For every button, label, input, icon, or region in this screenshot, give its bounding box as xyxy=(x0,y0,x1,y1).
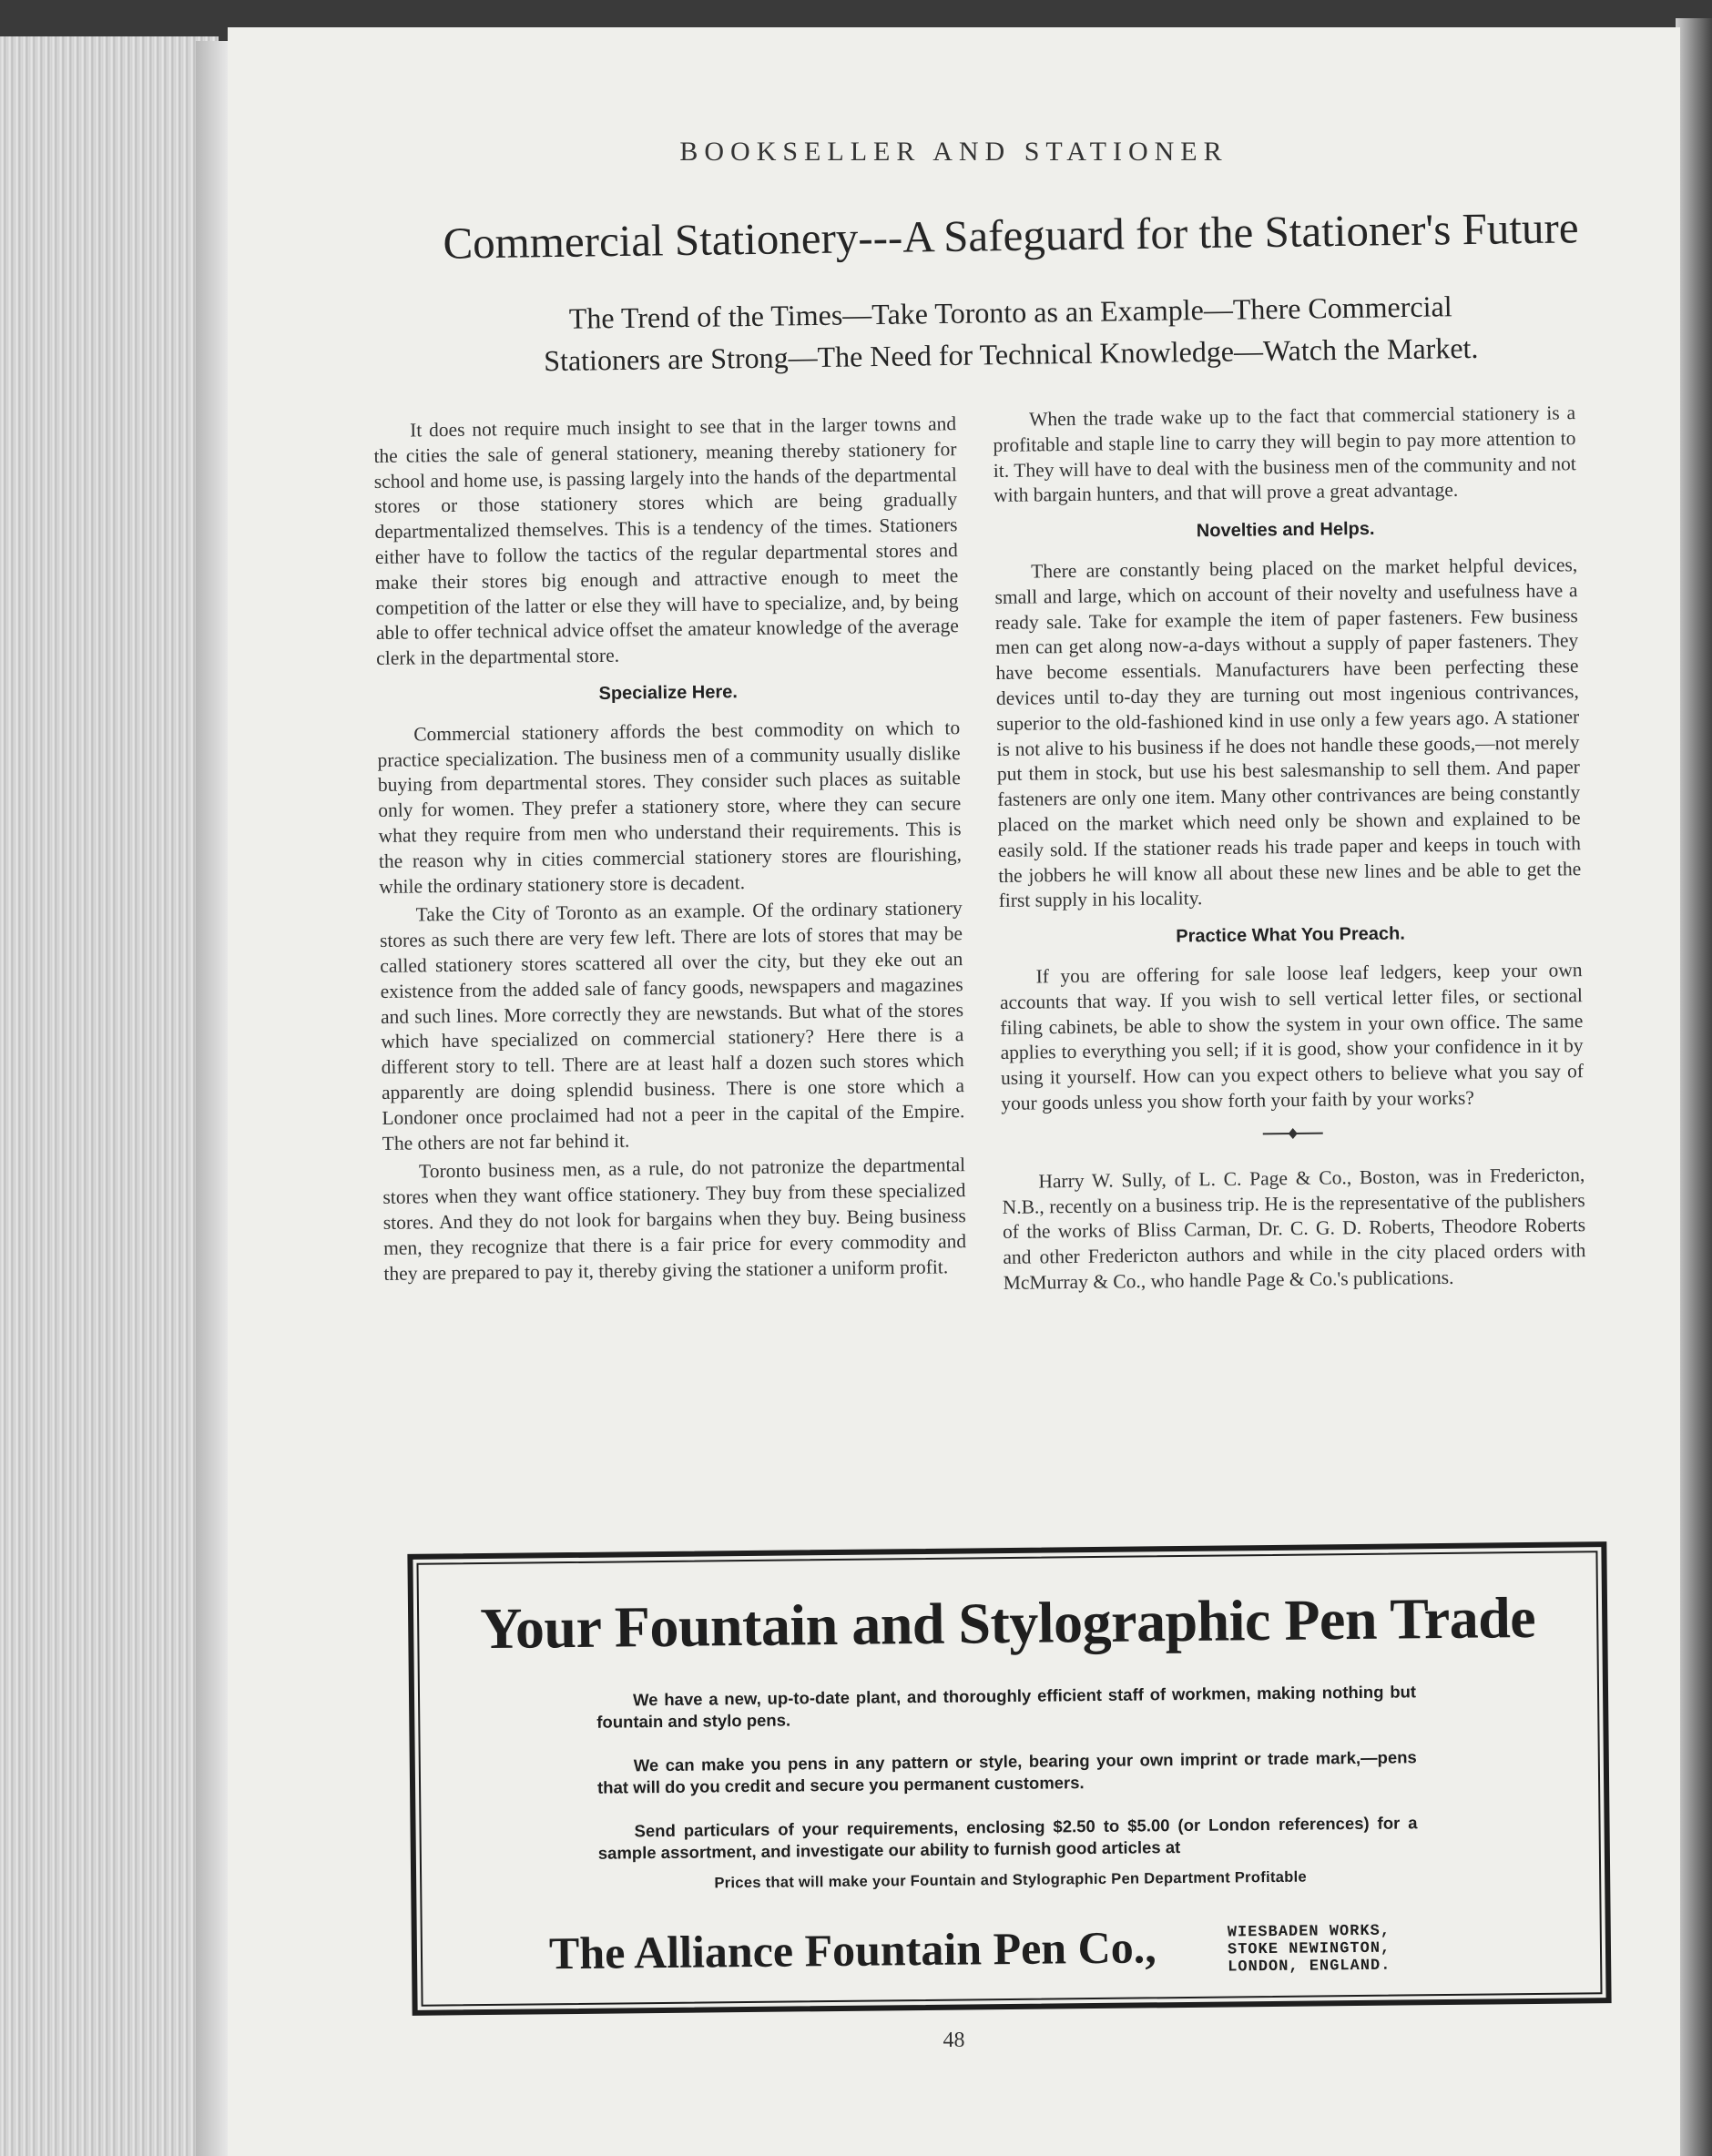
page-edge-right xyxy=(1676,18,1712,2156)
paragraph: If you are offering for sale loose leaf ledgers, keep your own accounts that way. If you wish to sell vertical letter files, or sectional filing cabinets, be able to show the system in your own office. The same applies to everything you sell; if it is good, show your confidence in it by using it yourself. How can you expect others to believe what you say of your goods unless you show forth your faith by your works? xyxy=(999,959,1585,1114)
ornament-divider-icon xyxy=(1002,1121,1585,1150)
book-gutter xyxy=(196,41,232,2156)
ad-address xyxy=(1228,1923,1391,1977)
page-number: 48 xyxy=(943,2029,965,2052)
ad-paragraph: We can make you pens in any pattern or style, bearing your own imprint or trade mark,—pens that will do you credit and secure you permanent customers. xyxy=(596,1747,1417,1797)
left-column xyxy=(373,412,967,1290)
page xyxy=(228,27,1680,2156)
paragraph: Toronto business men, as a rule, do not patronize the departmental stores when they want office stationery. They buy from these specialized stores. And they do not look for bargains when they buy. Being business men, they recognize that there is a fair price for every commodity and they are prepared to pay it, thereby giving the stationer a uniform profit. xyxy=(382,1154,967,1285)
paragraph: It does not require much insight to see that in the larger towns and the cities the sale of general stationery, meaning thereby stationery for school and home use, is passing largely into the hands of the departmental stores or those stationery stores which are being gradually departmentalized themselves. This is a tendency of the times. Stationers either have to follow the tactics of the regular departmental stores and make their stores big enough and attractive enough to meet the competition of the latter or else they will have to specialize, and, by being able to offer technical advice offset the amateur knowledge of the average clerk in the departmental store. xyxy=(373,412,959,670)
article-title: Commercial Stationery---A Safeguard for the Stationer's Future xyxy=(443,202,1579,269)
paragraph: Take the City of Toronto as an example. Of the ordinary stationery stores as such there are very few left. There are lots of stores that may be called stationery stores scattered all over the city, but they eke out an existence from the added sale of fancy goods, newspapers and magazines and such lines. More correctly they are newstands. But what of the stores which have specialized on commercial stationery? Here there is a different story to tell. There are at least half a dozen such stores which apparently are doing splendid business. There is one store which a Londoner once proclaimed had not a peer in the capital of the Empire. The others are not far behind it. xyxy=(379,897,965,1154)
paragraph: There are constantly being placed on the market helpful devices, small and large, which on account of their novelty and usefulness have a ready sale. Take for example the item of paper fasteners. Few business men can get along now-a-days without a supply of paper fasteners. They have become essentials. Manufacturers have been perfecting these devices until to-day they are turning out most ingenious contrivances, superior to the old-fashioned kind in use only a few years ago. A stationer is not alive to his business if he does not handle these goods,—not merely put them in stock, but use his best salesmanship to sell them. And paper fasteners are only one item. Many other contrivances are being constantly placed on the market which need only be shown and explained to be easily sold. If the stationer reads his trade paper and keeps in touch with the jobbers he will know all about these new lines and be able to get the first supply in his locality. xyxy=(994,554,1582,912)
ad-paragraph: We have a new, up-to-date plant, and thoroughly efficient staff of workmen, making nothing but fountain and stylo pens. xyxy=(596,1682,1417,1732)
running-head: BOOKSELLER AND STATIONER xyxy=(679,137,1228,167)
ad-headline: Your Fountain and Stylographic Pen Trade xyxy=(479,1584,1536,1662)
section-heading: Specialize Here. xyxy=(598,682,738,704)
paragraph: Harry W. Sully, of L. C. Page & Co., Boston, was in Fredericton, N.B., recently on a business trip. He is the representative of the publishers of the works of Bliss Carman, Dr. C. G. D. Roberts, Theodore Roberts and other Fredericton authors and while in the city placed orders with McMurray & Co., who handle Page & Co.'s publications. xyxy=(1002,1163,1586,1294)
right-column xyxy=(993,401,1586,1299)
ad-paragraph: Send particulars of your requirements, enclosing $2.50 to $5.00 (or London references) for a sample assortment, and investigate our ability to furnish good articles at xyxy=(597,1813,1418,1863)
ad-company-name: The Alliance Fountain Pen Co., xyxy=(548,1921,1157,1979)
section-heading: Practice What You Preach. xyxy=(1176,923,1406,947)
advertisement-box xyxy=(407,1541,1611,2016)
ad-tagline: Prices that will make your Fountain and Stylographic Pen Department Profitable xyxy=(714,1868,1308,1892)
ad-address-line: LONDON, ENGLAND. xyxy=(1228,1957,1391,1977)
subtitle-line-2: Stationers are Strong—The Need for Technical Knowledge—Watch the Market. xyxy=(543,331,1479,378)
ad-address-line: STOKE NEWINGTON, xyxy=(1227,1939,1391,1959)
ad-address-line: WIESBADEN WORKS, xyxy=(1227,1922,1391,1942)
page-edges-left xyxy=(0,36,219,2156)
paragraph: Commercial stationery affords the best commodity on which to practice specialization. The business men of a community usually dislike buying from departmental stores. They consider such places as suitable only for women. They prefer a stationery store, where they can secure what they require from men who understand their requirements. This is the reason why in cities commercial stationery stores are flourishing, while the ordinary stationery store is decadent. xyxy=(377,716,963,898)
paragraph: When the trade wake up to the fact that commercial stationery is a profitable and staple line to carry they will begin to pay more attention to it. They will have to deal with the business men of the community and not with bargain hunters, and that will prove a great advantage. xyxy=(993,402,1576,507)
ad-body xyxy=(596,1681,1418,1886)
section-heading: Novelties and Helps. xyxy=(1196,519,1375,542)
article-subtitle xyxy=(482,284,1539,382)
subtitle-line-1: The Trend of the Times—Take Toronto as an Example—There Commercial xyxy=(568,290,1452,335)
